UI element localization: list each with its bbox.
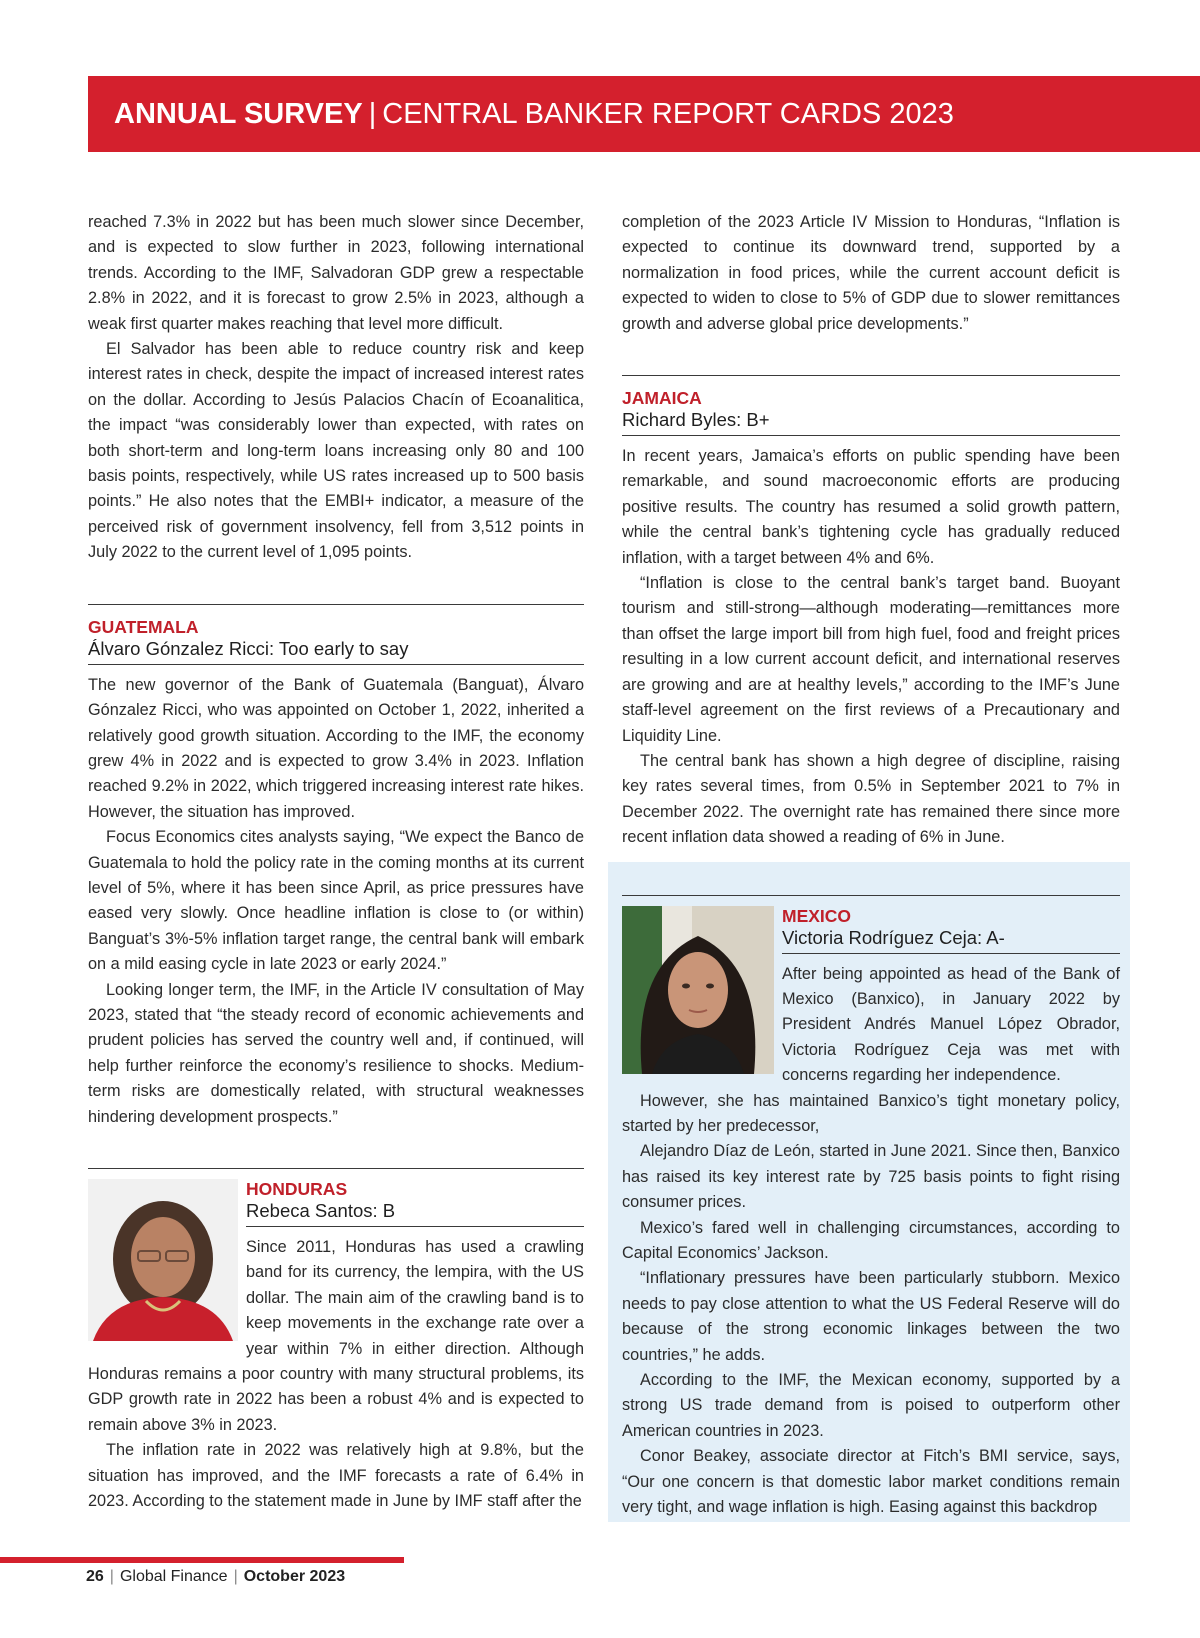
honduras-section [88, 1168, 584, 1514]
mexico-paragraph-7: Conor Beakey, associate director at Fitch’s BMI service, says, “Our one concern is that domestic labor market conditions remain very tight, and wage inflation is high. Easing against this backdrop [622, 1447, 1120, 1517]
right-column [622, 210, 1120, 1520]
mexico-paragraph-5: “Inflationary pressures have been particularly stubborn. Mexico needs to pay close attention to what the US Federal Reserve will do because of the strong economic linkages between the two countries,” he adds. [622, 1269, 1120, 1364]
guatemala-heading: GUATEMALA [88, 616, 199, 637]
guatemala-section [88, 604, 584, 1130]
honduras-heading: HONDURAS [246, 1179, 348, 1199]
intro-paragraph-1: reached 7.3% in 2022 but has been much slower since December, and is expected to slow further in 2023, following international trends. According to the IMF, Salvadoran GDP grew a respectable 2.8% in 2022, and it is forecast to grow 2.5% in 2023, although a weak first quarter makes reaching that level more difficult. [88, 213, 584, 333]
jamaica-heading: JAMAICA [622, 388, 702, 409]
mexico-heading: MEXICO [782, 905, 852, 926]
mexico-paragraph-1: After being appointed as head of the Bank of Mexico (Banxico), in January 2022 by President Andrés Manuel López Obrador, Victoria Rodríguez Ceja was met with concerns regarding her independence. [782, 964, 1120, 1085]
guatemala-paragraph-3: Looking longer term, the IMF, in the Article IV consultation of May 2023, stated that “the steady record of economic achievements and prudent policies has served the country well and, if continued, will help further reinforce the economy’s resilience to shocks. Medium-term risks are domestically related, with structural weaknesses hindering development prospects.” [88, 980, 584, 1126]
mexico-paragraph-3: Alejandro Díaz de León, started in June 2021. Since then, Banxico has raised its key interest rate by 725 basis points to fight rising consumer prices. [622, 1142, 1120, 1212]
footer-separator: | [109, 1568, 114, 1585]
jamaica-paragraph-1: In recent years, Jamaica’s efforts on public spending have been remarkable, and sound macroeconomic efforts are producing positive results. The country has resumed a solid growth pattern, while the central bank’s tightening cycle has gradually reduced inflation, with a target between 4% and 6%. [622, 447, 1120, 567]
section-banner [88, 76, 1200, 152]
publication-name: Global Finance [119, 1568, 228, 1585]
left-column [88, 210, 584, 1514]
mexico-paragraph-4: Mexico’s fared well in challenging circumstances, according to Capital Economics’ Jackson. [622, 1218, 1120, 1262]
jamaica-paragraph-2: “Inflation is close to the central bank’s target band. Buoyant tourism and still-strong—although moderating—remittances more than offset the large import bill from high fuel, food and freight prices resulting in a low current account deficit, and international reserves are growing and are at healthy levels,” according to the IMF’s June staff-level agreement on the first reviews of a Precautionary and Liquidity Line. [622, 574, 1120, 745]
guatemala-paragraph-1: The new governor of the Bank of Guatemala (Banguat), Álvaro Gónzalez Ricci, who was appointed on October 1, 2022, inherited a relatively good growth situation. According to the IMF, the economy grew 4% in 2022 and is expected to grow 3.4% in 2023. Inflation reached 9.2% in 2022, which triggered increasing interest rate hikes. However, the situation has improved. [88, 675, 584, 821]
banner-title-bold: ANNUAL SURVEY [114, 97, 363, 130]
honduras-portrait-photo [88, 1179, 238, 1341]
footer-separator: | [233, 1568, 238, 1585]
portrait-icon [622, 906, 774, 1074]
honduras-paragraph-2: The inflation rate in 2022 was relatively high at 9.8%, but the situation has improved, and the IMF forecasts a rate of 6.4% in 2023. According to the statement made in June by IMF staff after the [88, 1441, 584, 1511]
page-number: 26 [86, 1568, 104, 1585]
honduras-paragraph-1: Since 2011, Honduras has used a crawling band for its currency, the lempira, with the US dollar. The main aim of the crawling band is to keep movements in the exchange rate over a year within 7% in either direction. Although Honduras remains a poor country with many structural problems, its GDP growth rate in 2022 has been a robust 4% and is expected to remain above 3% in 2023. [88, 1238, 584, 1434]
banner-title-rest: CENTRAL BANKER REPORT CARDS 2023 [382, 97, 954, 130]
jamaica-banker-grade: Richard Byles: B+ [622, 408, 1120, 436]
banner-separator: | [368, 97, 377, 130]
issue-date: October 2023 [243, 1568, 346, 1585]
intro-paragraph-2: El Salvador has been able to reduce country risk and keep interest rates in check, despite the impact of increased interest rates on the dollar. According to Jesús Palacios Chacín of Ecoanalitica, the impact “was considerably lower than expected, with rates on both short-term and long-term loans increasing only 80 and 100 basis points, respectively, while US rates increased up to 500 basis points.” He also notes that the EMBI+ indicator, a measure of the perceived risk of government insolvency, fell from 3,512 points in July 2022 to the current level of 1,095 points. [88, 340, 584, 562]
guatemala-banker-grade: Álvaro Gónzalez Ricci: Too early to say [88, 637, 584, 665]
mexico-portrait-photo [622, 906, 774, 1074]
portrait-icon [88, 1179, 238, 1341]
jamaica-section [622, 375, 1120, 851]
mexico-banker-grade: Victoria Rodríguez Ceja: A- [782, 926, 1120, 954]
mexico-paragraph-2: However, she has maintained Banxico’s tight monetary policy, started by her predecessor, [622, 1091, 1120, 1135]
mexico-section [622, 895, 1120, 1521]
mexico-paragraph-6: According to the IMF, the Mexican economy, supported by a strong US trade demand from is poised to outperform other American countries in 2023. [622, 1371, 1120, 1440]
jamaica-paragraph-3: The central bank has shown a high degree of discipline, raising key rates several times, from 0.5% in September 2021 to 7% in December 2022. The overnight rate has remained there since more recent inflation data showed a reading of 6% in June. [622, 751, 1120, 847]
honduras-banker-grade: Rebeca Santos: B [246, 1199, 584, 1227]
honduras-continued-paragraph: completion of the 2023 Article IV Mission to Honduras, “Inflation is expected to continue its downward trend, supported by a normalization in food prices, while the current account deficit is expected to widen to close to 5% of GDP due to slower remittances growth and adverse global price developments.” [622, 213, 1120, 333]
guatemala-paragraph-2: Focus Economics cites analysts saying, “We expect the Banco de Guatemala to hold the policy rate in the coming months at its current level of 5%, where it has been since April, as price pressures have eased very slowly. Once headline inflation is close to (or within) Banguat’s 3%-5% inflation target range, the central bank will embark on a mild easing cycle in late 2023 or early 2024.” [88, 828, 584, 974]
footer-accent-bar [0, 1557, 404, 1563]
page-footer [86, 1568, 345, 1586]
